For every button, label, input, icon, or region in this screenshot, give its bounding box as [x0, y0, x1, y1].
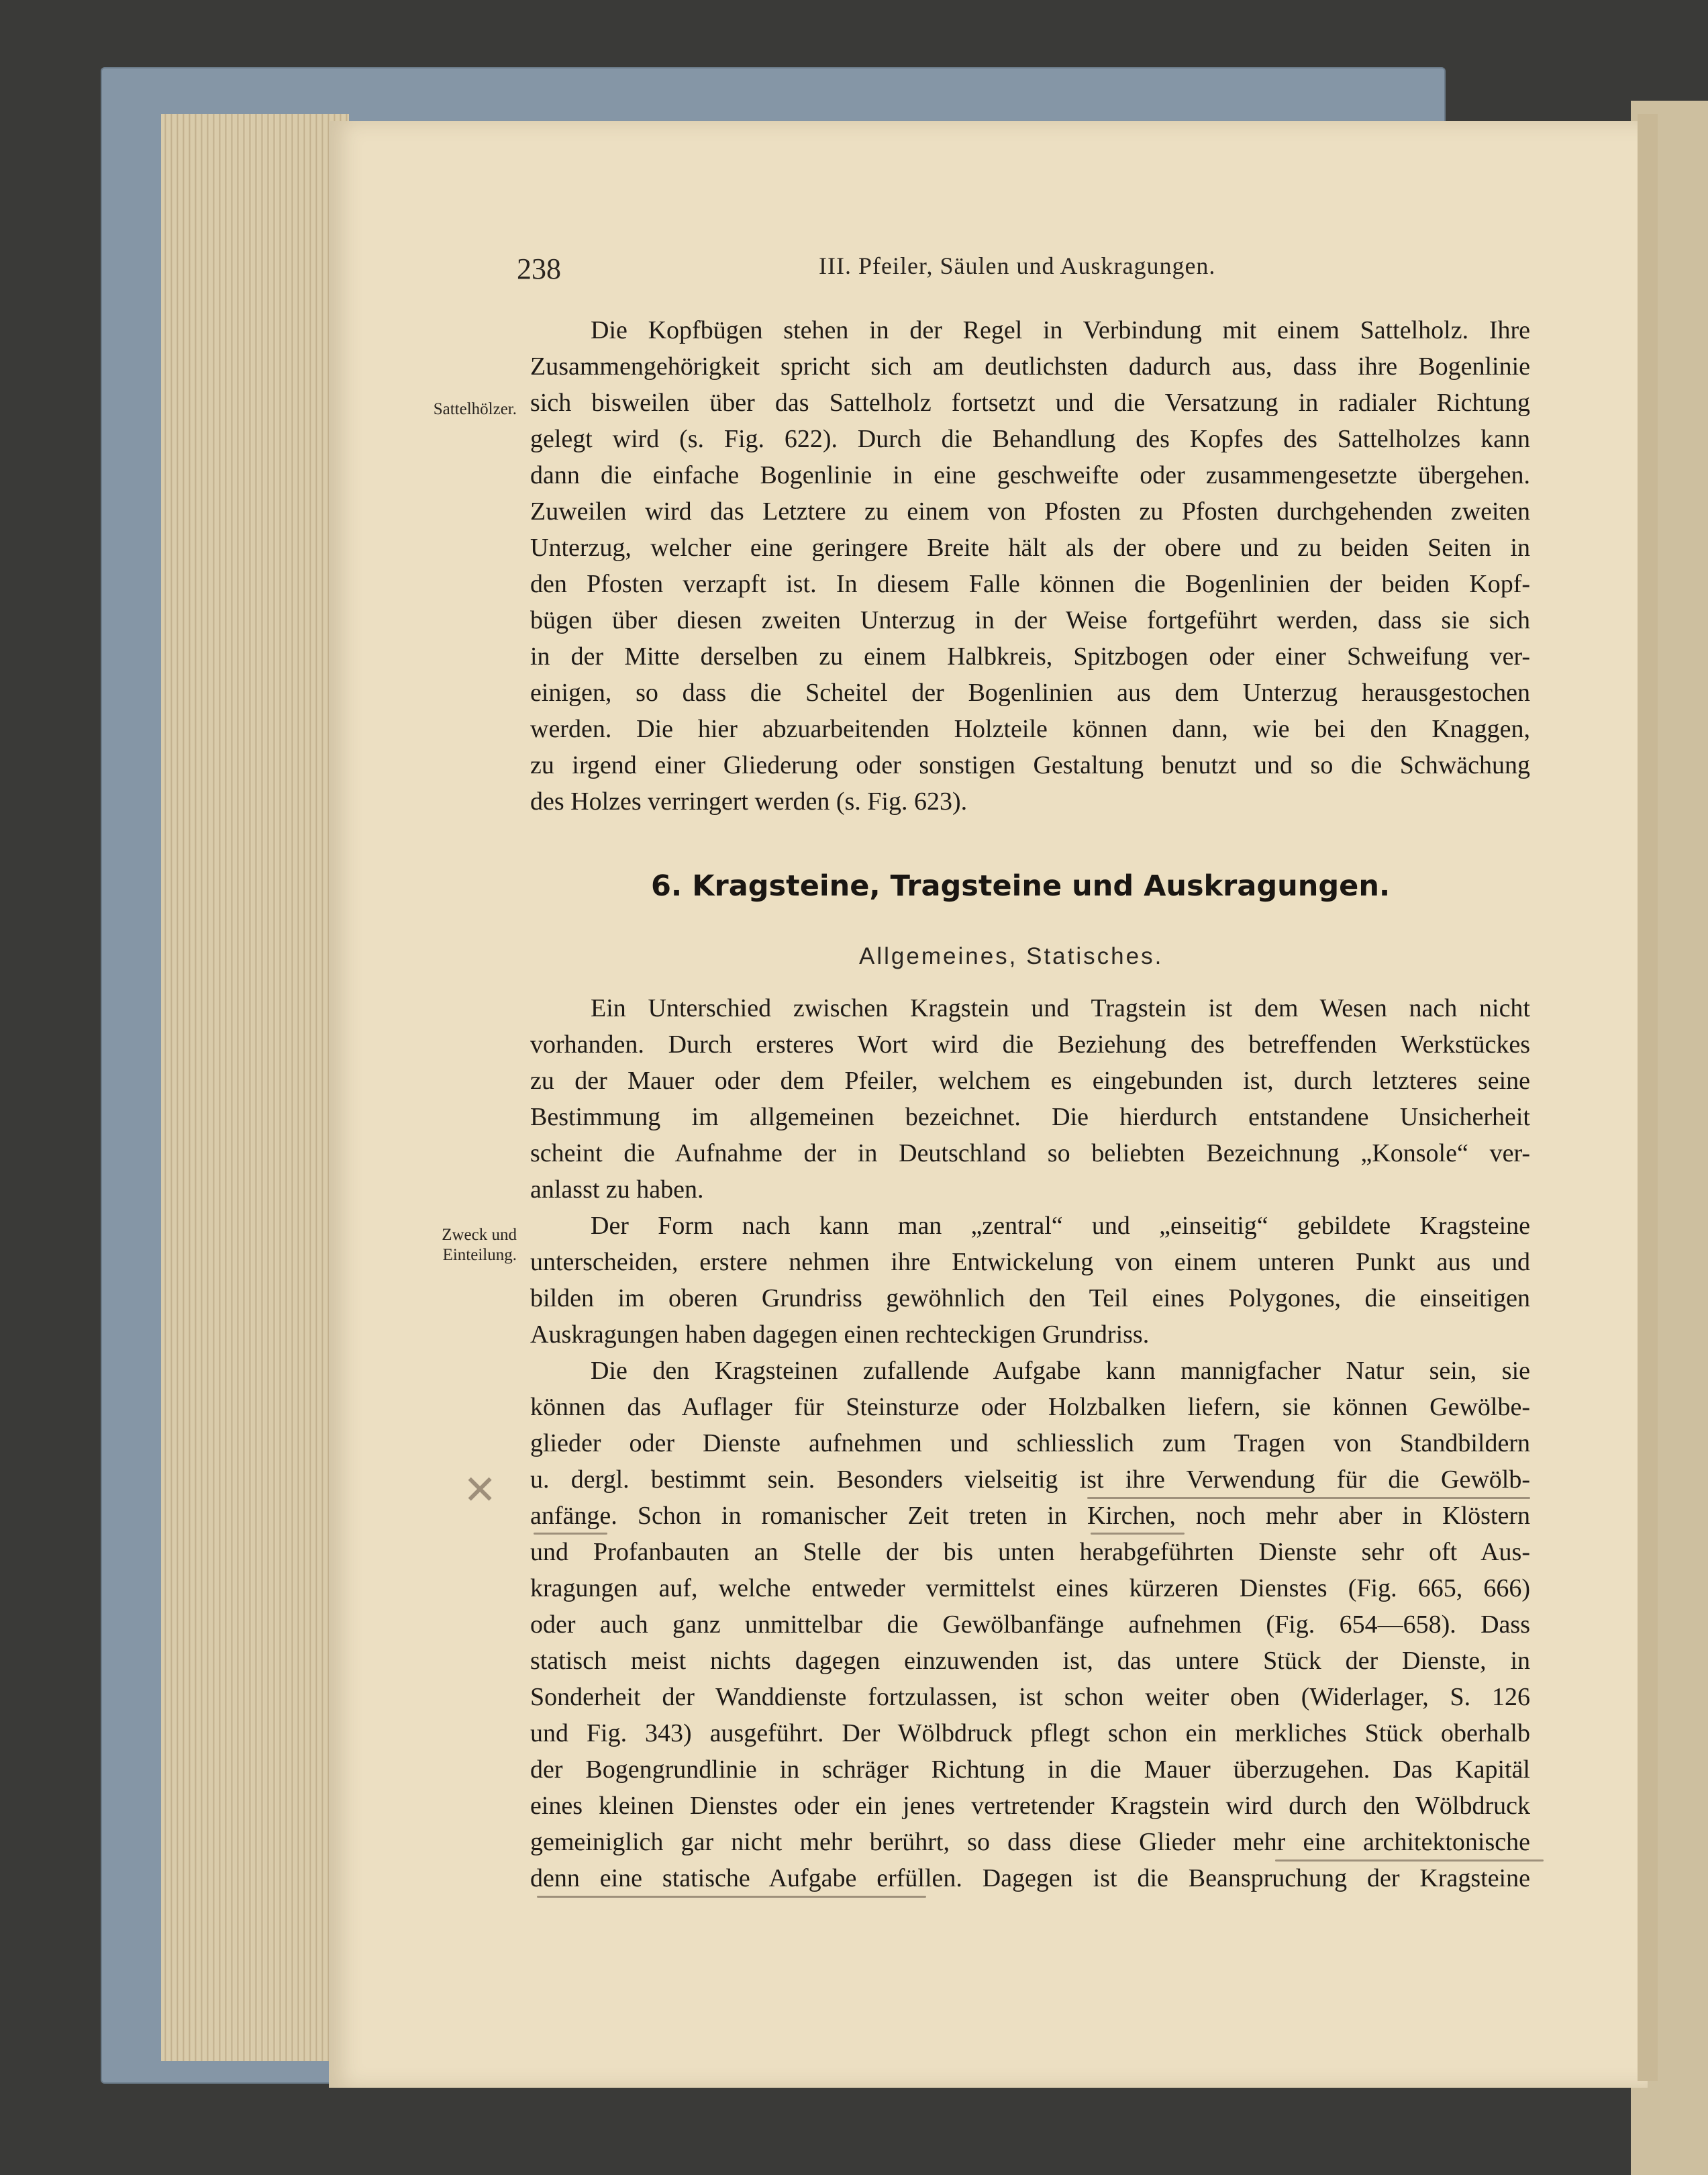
text-line: vorhanden. Durch ersteres Wort wird die Beziehung des betreffenden Werkstückes	[530, 1030, 1530, 1059]
page-header	[517, 252, 1523, 292]
text-line: Ein Unterschied zwischen Kragstein und Tragstein ist dem Wesen nach nicht	[591, 994, 1530, 1022]
text-line: und Fig. 343) ausgeführt. Der Wölbdruck pflegt schon ein merkliches Stück oberhalb	[530, 1719, 1530, 1747]
text-line: den Pfosten verzapft ist. In diesem Falle können die Bogenlinien der beiden Kopf-	[530, 570, 1530, 598]
margin-note-zweck	[396, 1225, 517, 1265]
text-line: kragungen auf, welche entweder vermittelst eines kürzeren Dienstes (Fig. 665, 666)	[530, 1574, 1530, 1602]
text-line: Unterzug, welcher eine geringere Breite hält als der obere und zu beiden Seiten in	[530, 534, 1530, 562]
text-line: Zuweilen wird das Letztere zu einem von Pfosten zu Pfosten durchgehenden zweiten	[530, 497, 1530, 526]
text-line: unterscheiden, erstere nehmen ihre Entwickelung von einem unteren Punkt aus und	[530, 1248, 1530, 1276]
text-line: oder auch ganz unmittelbar die Gewölbanfänge aufnehmen (Fig. 654—658). Dass	[530, 1610, 1530, 1639]
text-line: Sonderheit der Wanddienste fortzulassen, ist schon weiter oben (Widerlager, S. 126	[530, 1683, 1530, 1711]
text-line: zu der Mauer oder dem Pfeiler, welchem es eingebunden ist, durch letzteres seine	[530, 1067, 1530, 1095]
text-line: statisch meist nichts dagegen einzuwenden ist, das untere Stück der Dienste, in	[530, 1647, 1530, 1675]
text-line: gemeiniglich gar nicht mehr berührt, so dass diese Glieder mehr eine architektonische	[530, 1828, 1530, 1856]
text-line: Die den Kragsteinen zufallende Aufgabe kann mannigfacher Natur sein, sie	[591, 1357, 1530, 1385]
text-line: u. dergl. bestimmt sein. Besonders vielseitig ist ihre Verwendung für die Gewölb-	[530, 1465, 1530, 1494]
text-line: gelegt wird (s. Fig. 622). Durch die Behandlung des Kopfes des Sattelholzes kann	[530, 425, 1530, 453]
text-line: werden. Die hier abzuarbeitenden Holzteile können dann, wie bei den Knaggen,	[530, 715, 1530, 743]
paragraph-aufgabe	[530, 1353, 1530, 1896]
text-line: dann die einfache Bogenlinie in eine geschweifte oder zusammengesetzte übergehen.	[530, 461, 1530, 489]
pencil-underline	[1087, 1497, 1530, 1499]
margin-note-sattelhoelzer: Sattelhölzer.	[433, 400, 517, 418]
pencil-underline	[537, 1896, 926, 1898]
text-line: Der Form nach kann man „zentral“ und „einseitig“ gebildete Kragsteine	[591, 1212, 1530, 1240]
text-line: sich bisweilen über das Sattelholz fortsetzt und die Versatzung in radialer Richtung	[530, 389, 1530, 417]
text-line: der Bogengrundlinie in schräger Richtung in die Mauer überzugehen. Das Kapitäl	[530, 1755, 1530, 1784]
margin-note-line: Zweck und	[442, 1226, 517, 1244]
text-line: in der Mitte derselben zu einem Halbkreis, Spitzbogen oder einer Schweifung ver-	[530, 642, 1530, 671]
text-line: Die Kopfbügen stehen in der Regel in Verbindung mit einem Sattelholz. Ihre	[591, 316, 1530, 344]
text-line: anfänge. Schon in romanischer Zeit treten in Kirchen, noch mehr aber in Klöstern	[530, 1502, 1530, 1530]
paragraph-form	[530, 1208, 1530, 1353]
text-line: glieder oder Dienste aufnehmen und schliesslich zum Tragen von Standbildern	[530, 1429, 1530, 1457]
text-line: Auskragungen haben dagegen einen rechteckigen Grundriss.	[530, 1320, 1150, 1349]
text-line: Bestimmung im allgemeinen bezeichnet. Die hierdurch entstandene Unsicherheit	[530, 1103, 1530, 1131]
gutter	[1638, 114, 1658, 2081]
paragraph-kopfbuegen	[530, 312, 1530, 820]
section-heading: 6. Kragsteine, Tragsteine und Auskragungen.	[651, 869, 1391, 903]
text-line: und Profanbauten an Stelle der bis unten herabgeführten Dienste sehr oft Aus-	[530, 1538, 1530, 1566]
text-line: anlasst zu haben.	[530, 1175, 704, 1204]
pencil-underline	[1275, 1859, 1544, 1862]
text-line: eines kleinen Dienstes oder ein jenes vertretender Kragstein wird durch den Wölbdruck	[530, 1792, 1530, 1820]
text-line: können das Auflager für Steinsturze oder Holzbalken liefern, sie können Gewölbe-	[530, 1393, 1530, 1421]
text-line: bügen über diesen zweiten Unterzug in der Weise fortgeführt werden, dass sie sich	[530, 606, 1530, 634]
paragraph-unterschied	[530, 990, 1530, 1208]
text-line: Zusammengehörigkeit spricht sich am deutlichsten dadurch aus, dass ihre Bogenlinie	[530, 352, 1530, 381]
pencil-cross-mark: ✕	[463, 1467, 497, 1514]
pencil-underline	[534, 1533, 607, 1535]
page-number: 238	[517, 252, 561, 285]
page-edges	[161, 114, 349, 2061]
text-line: denn eine statische Aufgabe erfüllen. Dagegen ist die Beanspruchung der Kragsteine	[530, 1864, 1530, 1892]
text-line: scheint die Aufnahme der in Deutschland so beliebten Bezeichnung „Konsole“ ver-	[530, 1139, 1530, 1167]
text-line: einigen, so dass die Scheitel der Bogenlinien aus dem Unterzug herausgestochen	[530, 679, 1530, 707]
running-head: III. Pfeiler, Säulen und Auskragungen.	[819, 252, 1216, 279]
text-line: zu irgend einer Gliederung oder sonstigen Gestaltung benutzt und so die Schwächung	[530, 751, 1530, 779]
margin-note-line: Einteilung.	[442, 1246, 517, 1264]
text-line: des Holzes verringert werden (s. Fig. 623).	[530, 787, 968, 816]
pencil-underline	[1091, 1533, 1185, 1535]
text-line: bilden im oberen Grundriss gewöhnlich den Teil eines Polygones, die einseitigen	[530, 1284, 1530, 1312]
subheading: Allgemeines, Statisches.	[859, 943, 1164, 969]
